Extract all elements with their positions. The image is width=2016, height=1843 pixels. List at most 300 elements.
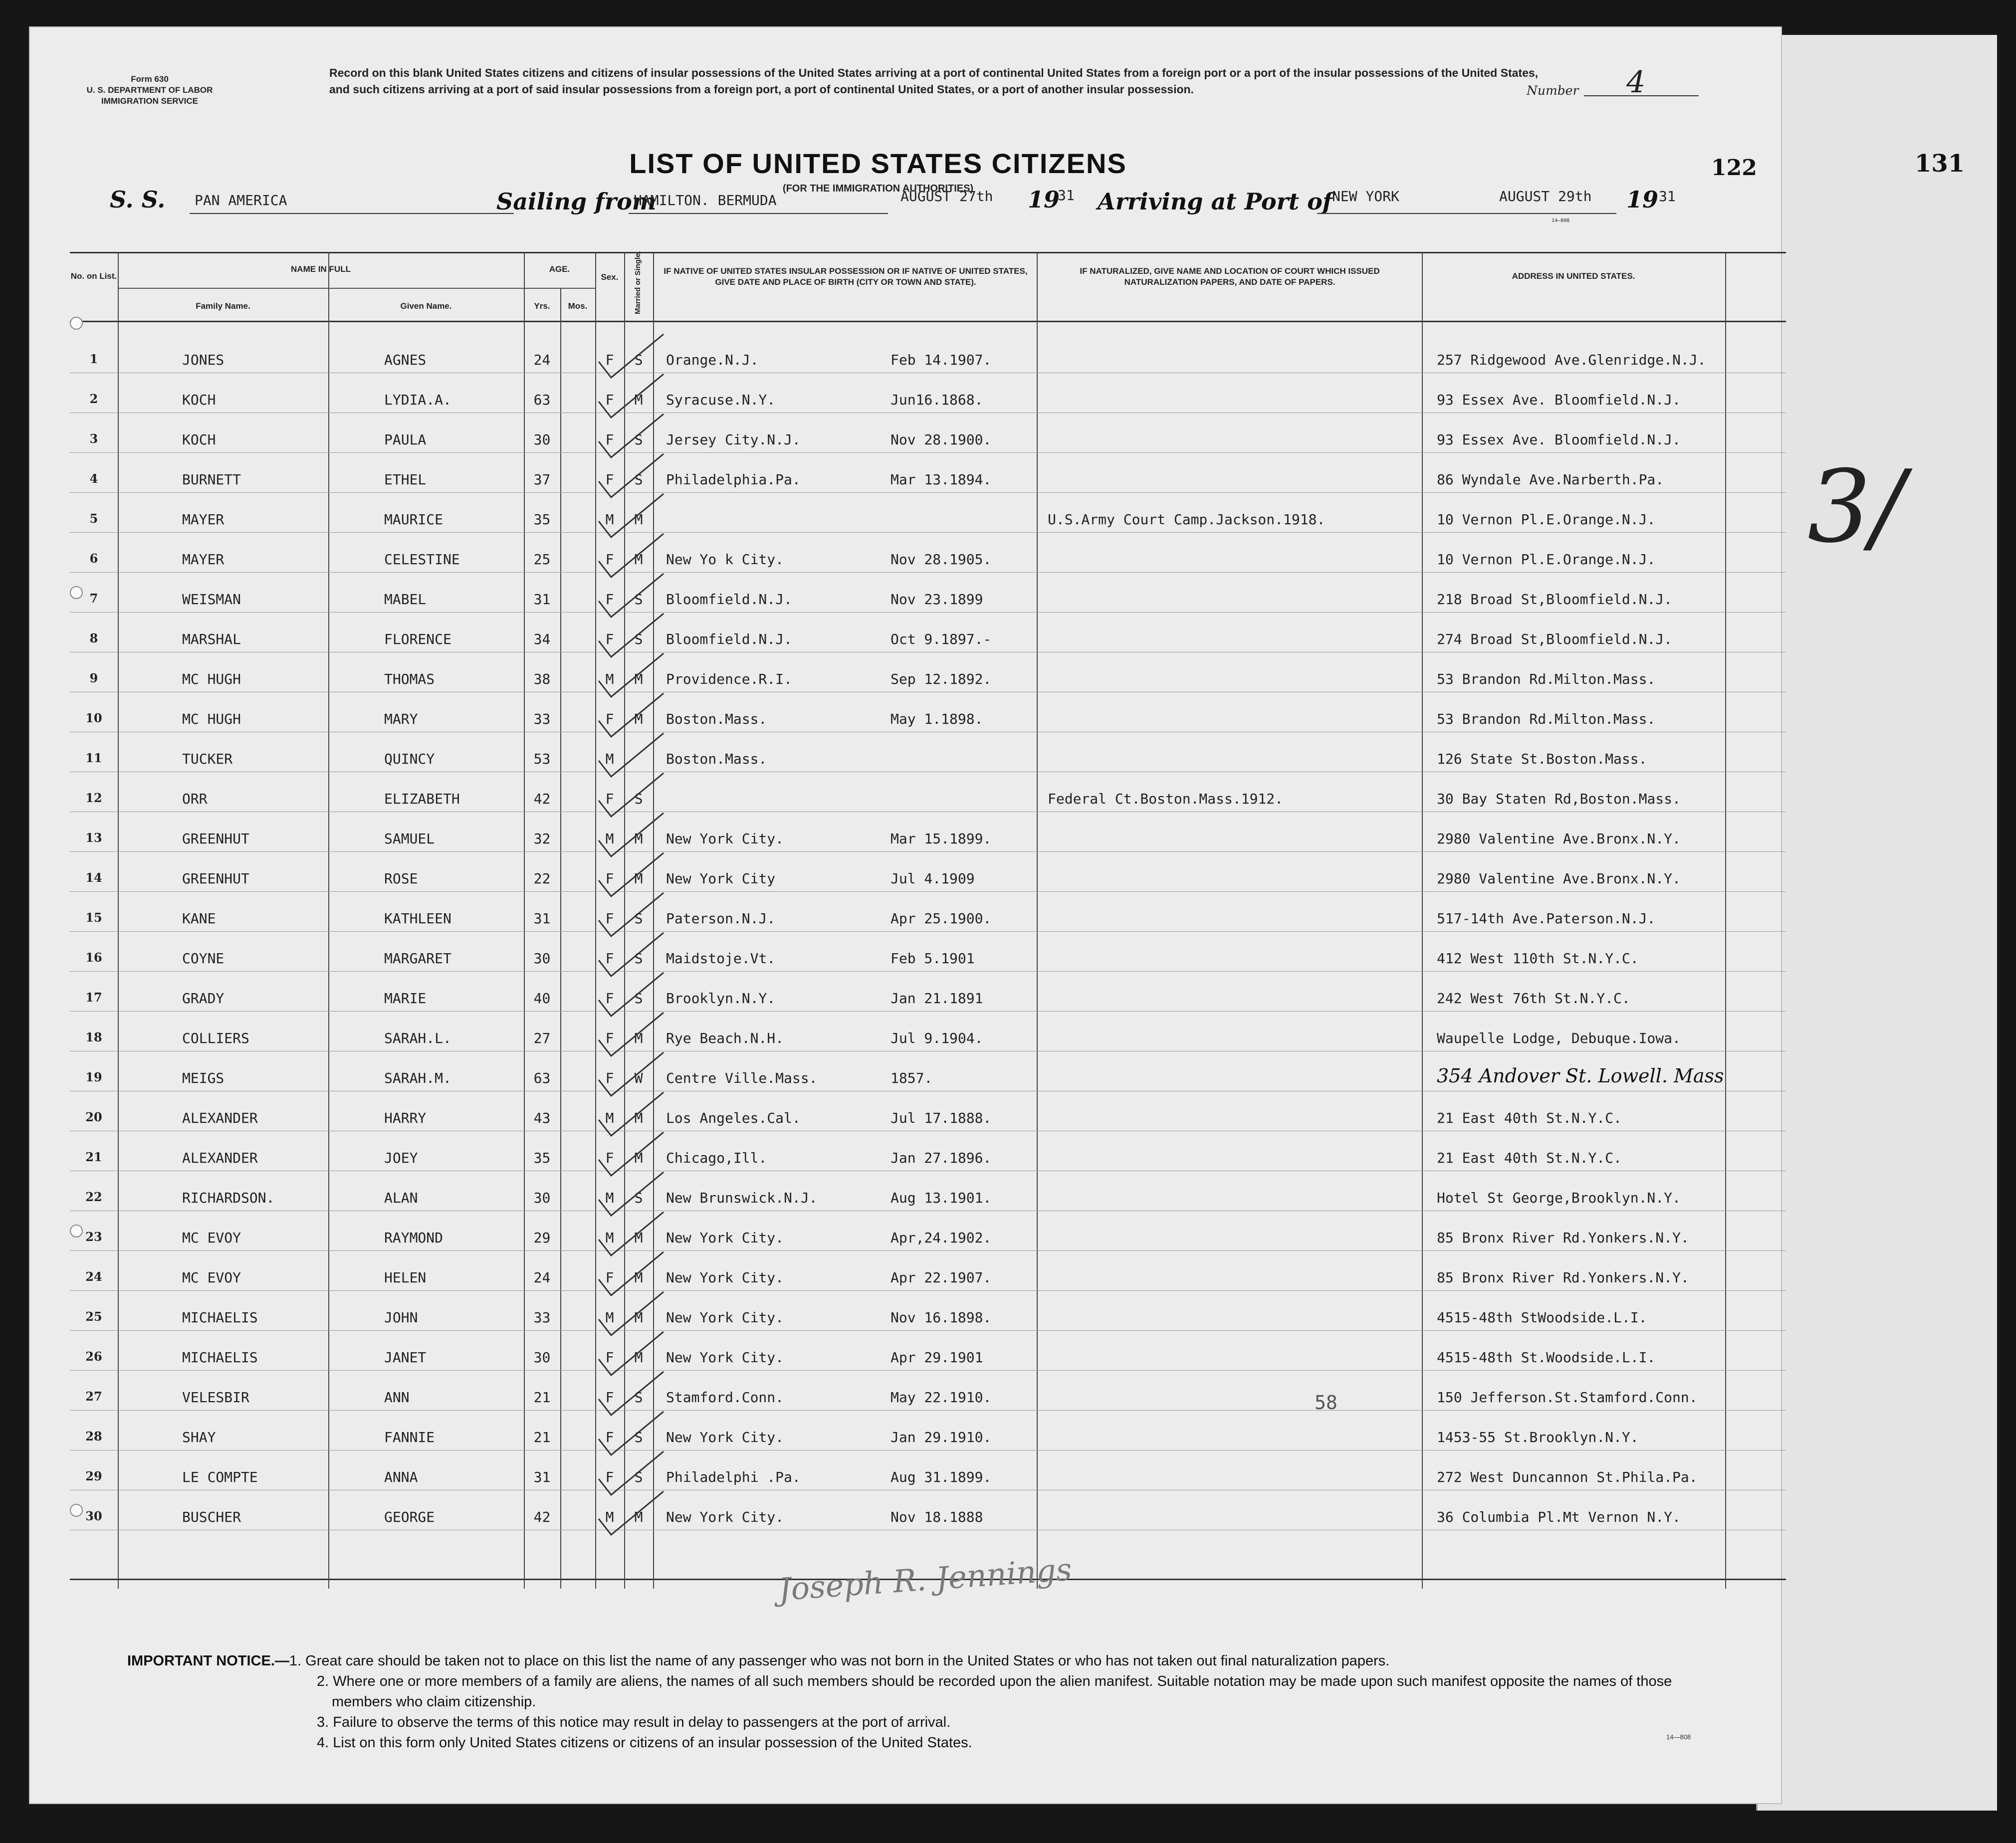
cell-sex: M	[605, 751, 614, 767]
cell-address: 272 West Duncannon St.Phila.Pa.	[1437, 1469, 1698, 1485]
row-rule	[70, 931, 1786, 932]
cell-address: 53 Brandon Rd.Milton.Mass.	[1437, 671, 1656, 687]
cell-naturalized: U.S.Army Court Camp.Jackson.1918.	[1048, 511, 1326, 528]
cell-no: 19	[85, 1070, 102, 1084]
header-months: Mos.	[568, 301, 588, 311]
cell-birthplace: Syracuse.N.Y.	[666, 392, 776, 408]
cell-birthdate: Apr,24.1902.	[891, 1229, 992, 1246]
cell-sex: M	[605, 1110, 614, 1126]
cell-no: 3	[89, 431, 98, 446]
cell-birthplace: Bloomfield.N.J.	[666, 631, 792, 647]
cell-status: S	[634, 1190, 643, 1206]
important-notice	[127, 1651, 1724, 1753]
cell-birthdate: Nov 18.1888	[891, 1509, 983, 1525]
ss-label: S. S.	[110, 186, 166, 213]
arrival-year: 31	[1659, 188, 1676, 205]
cell-no: 2	[89, 392, 98, 406]
cell-age: 42	[533, 1509, 551, 1525]
cell-age: 32	[533, 830, 551, 847]
cell-age: 37	[533, 471, 551, 488]
arrival-year-prefix: 19	[1626, 186, 1659, 213]
row-rule	[70, 851, 1786, 852]
cell-sex: M	[605, 1509, 614, 1525]
sailing-year: 31	[1058, 187, 1075, 204]
cell-age: 63	[533, 1070, 551, 1086]
arrival-port: NEW YORK	[1332, 188, 1399, 205]
cell-status: M	[634, 1229, 643, 1246]
header-bottom-rule	[70, 321, 1786, 322]
header-no: No. on List.	[70, 271, 117, 281]
cell-birthdate: Aug 31.1899.	[891, 1469, 992, 1485]
cell-birthdate: Jul 9.1904.	[891, 1030, 983, 1046]
cell-no: 6	[89, 551, 98, 566]
cell-family: MC HUGH	[182, 711, 241, 727]
cell-address: 93 Essex Ave. Bloomfield.N.J.	[1437, 431, 1681, 448]
cell-family: KOCH	[182, 431, 216, 448]
header-native-birth: IF NATIVE OF UNITED STATES INSULAR POSSESSION OR IF NATIVE OF UNITED STATES, GIVE DATE AND PLACE OF BIRTH (CITY OR TOWN AND STATE).	[664, 266, 1028, 287]
cell-birthplace: Rye Beach.N.H.	[666, 1030, 784, 1046]
row-rule	[70, 1011, 1786, 1012]
cell-sex: F	[605, 352, 614, 368]
cell-given: ETHEL	[384, 471, 427, 488]
cell-age: 21	[533, 1429, 551, 1445]
row-rule	[70, 412, 1786, 413]
cell-family: GREENHUT	[182, 830, 249, 847]
row-rule	[70, 891, 1786, 892]
header-name-in-full: NAME IN FULL	[291, 264, 351, 274]
sailing-underline	[629, 213, 888, 214]
cell-status: M	[634, 830, 643, 847]
page-subtitle: (FOR THE IMMIGRATION AUTHORITIES)	[782, 183, 974, 194]
notice-heading: IMPORTANT NOTICE.—	[127, 1653, 289, 1669]
cell-family: ORR	[182, 791, 208, 807]
cell-birthdate: Aug 13.1901.	[891, 1190, 992, 1206]
cell-sex: F	[605, 910, 614, 927]
cell-no: 5	[89, 511, 98, 526]
arriving-label: Arriving at Port of	[1098, 188, 1333, 215]
cell-age: 29	[533, 1229, 551, 1246]
cell-birthplace: New York City.	[666, 1229, 784, 1246]
cell-birthplace: New Brunswick.N.J.	[666, 1190, 818, 1206]
cell-sex: F	[605, 591, 614, 608]
arrival-date: AUGUST 29th	[1499, 188, 1592, 205]
cell-family: WEISMAN	[182, 591, 241, 608]
row-rule	[70, 452, 1786, 453]
cell-given: ALAN	[384, 1190, 418, 1206]
cell-age: 30	[533, 431, 551, 448]
manifest-sheet	[30, 27, 1781, 1803]
page-title: LIST OF UNITED STATES CITIZENS	[629, 148, 1127, 179]
cell-no: 21	[85, 1150, 102, 1164]
cell-age: 31	[533, 910, 551, 927]
cell-birthplace: New York City.	[666, 830, 784, 847]
cell-birthdate: Apr 25.1900.	[891, 910, 992, 927]
cell-no: 7	[89, 591, 98, 606]
printing-code: 14—808	[1552, 218, 1570, 223]
table-top-rule	[70, 252, 1786, 253]
cell-no: 11	[85, 751, 102, 765]
cell-given: JANET	[384, 1349, 427, 1366]
binder-hole	[70, 1504, 83, 1517]
cell-family: MAYER	[182, 551, 224, 568]
cell-given: MABEL	[384, 591, 427, 608]
cell-address: 126 State St.Boston.Mass.	[1437, 751, 1647, 767]
cell-no: 12	[85, 791, 102, 805]
cell-age: 33	[533, 1309, 551, 1326]
cell-address: 53 Brandon Rd.Milton.Mass.	[1437, 711, 1656, 727]
cell-family: MARSHAL	[182, 631, 241, 647]
form-number: Form 630	[131, 74, 169, 84]
cell-birthplace: Brooklyn.N.Y.	[666, 990, 776, 1007]
cell-age: 25	[533, 551, 551, 568]
cell-status: M	[634, 711, 643, 727]
cell-given: MAURICE	[384, 511, 444, 528]
cell-birthdate: Oct 9.1897.-	[891, 631, 992, 647]
cell-address: 30 Bay Staten Rd,Boston.Mass.	[1437, 791, 1681, 807]
cell-address: 354 Andover St. Lowell. Mass	[1437, 1065, 1724, 1087]
cell-status: S	[634, 431, 643, 448]
cell-status: M	[634, 1110, 643, 1126]
cell-birthplace: New York City.	[666, 1309, 784, 1326]
cell-sex: F	[605, 1429, 614, 1445]
cell-birthdate: Nov 28.1905.	[891, 551, 992, 568]
cell-status: W	[634, 1070, 643, 1086]
cell-birthdate: Jan 27.1896.	[891, 1150, 992, 1166]
cell-address: 10 Vernon Pl.E.Orange.N.J.	[1437, 551, 1656, 568]
row-rule	[70, 612, 1786, 613]
cell-birthdate: Nov 28.1900.	[891, 431, 992, 448]
cell-birthdate: Sep 12.1892.	[891, 671, 992, 687]
cell-family: COLLIERS	[182, 1030, 249, 1046]
notice-item: 1. Great care should be taken not to place on this list the name of any passenger who was not born in the United States or who has not taken out final naturalization papers.	[289, 1653, 1390, 1669]
cell-status: M	[634, 870, 643, 887]
cell-sex: F	[605, 1389, 614, 1406]
cell-age: 33	[533, 711, 551, 727]
passenger-table	[70, 252, 1786, 1589]
cell-given: ELIZABETH	[384, 791, 460, 807]
cell-status: M	[634, 511, 643, 528]
cell-age: 38	[533, 671, 551, 687]
cell-naturalized: Federal Ct.Boston.Mass.1912.	[1048, 791, 1284, 807]
row-rule	[70, 1370, 1786, 1371]
cell-address: 36 Columbia Pl.Mt Vernon N.Y.	[1437, 1509, 1681, 1525]
cell-family: MC HUGH	[182, 671, 241, 687]
cell-family: KANE	[182, 910, 216, 927]
cell-birthdate: Nov 23.1899	[891, 591, 983, 608]
cell-family: SHAY	[182, 1429, 216, 1445]
cell-given: AGNES	[384, 352, 427, 368]
cell-given: HELEN	[384, 1269, 427, 1286]
form-identifier	[70, 74, 229, 107]
cell-given: MARGARET	[384, 950, 451, 967]
cell-age: 35	[533, 1150, 551, 1166]
cell-age: 31	[533, 591, 551, 608]
cell-address: Hotel St George,Brooklyn.N.Y.	[1437, 1190, 1681, 1206]
cell-birthdate: Mar 13.1894.	[891, 471, 992, 488]
cell-age: 42	[533, 791, 551, 807]
binder-hole	[70, 1225, 83, 1237]
cell-birthdate: Jan 21.1891	[891, 990, 983, 1007]
cell-birthplace: New York City.	[666, 1509, 784, 1525]
cell-given: MARIE	[384, 990, 427, 1007]
sailing-from-value: HAMILTON. BERMUDA	[634, 192, 777, 208]
cell-no: 17	[85, 990, 102, 1005]
cell-birthplace: Boston.Mass.	[666, 711, 767, 727]
cell-address: 21 East 40th St.N.Y.C.	[1437, 1110, 1622, 1126]
cell-birthplace: New York City.	[666, 1429, 784, 1445]
cell-sex: F	[605, 1349, 614, 1366]
row-rule	[70, 1250, 1786, 1251]
cell-address: 218 Broad St,Bloomfield.N.J.	[1437, 591, 1673, 608]
ship-underline	[190, 213, 514, 214]
cell-age: 35	[533, 511, 551, 528]
cell-no: 10	[85, 711, 102, 725]
cell-status: S	[634, 352, 643, 368]
next-page-number: 131	[1915, 150, 1965, 178]
cell-birthplace: New York City.	[666, 1349, 784, 1366]
cell-birthplace: Chicago,Ill.	[666, 1150, 767, 1166]
cell-age: 34	[533, 631, 551, 647]
sailing-from-label: Sailing from	[496, 188, 657, 215]
cell-address: 85 Bronx River Rd.Yonkers.N.Y.	[1437, 1269, 1689, 1286]
row-rule	[70, 1290, 1786, 1291]
cell-birthplace: Paterson.N.J.	[666, 910, 776, 927]
cell-address: 150 Jefferson.St.Stamford.Conn.	[1437, 1389, 1698, 1406]
cell-status: S	[634, 910, 643, 927]
cell-birthdate: 1857.	[891, 1070, 933, 1086]
cell-given: MARY	[384, 711, 418, 727]
handwritten-scrawl-mark: 3/	[1807, 449, 1905, 565]
cell-address: 86 Wyndale Ave.Narberth.Pa.	[1437, 471, 1664, 488]
cell-family: LE COMPTE	[182, 1469, 258, 1485]
cell-address: 242 West 76th St.N.Y.C.	[1437, 990, 1630, 1007]
department-name: U. S. DEPARTMENT OF LABOR	[86, 85, 213, 95]
cell-family: MICHAELIS	[182, 1349, 258, 1366]
ship-name: PAN AMERICA	[195, 192, 287, 208]
cell-address: Waupelle Lodge, Debuque.Iowa.	[1437, 1030, 1681, 1046]
cell-given: FANNIE	[384, 1429, 435, 1445]
row-rule	[70, 572, 1786, 573]
cell-status: M	[634, 392, 643, 408]
cell-no: 15	[85, 910, 102, 925]
cell-no: 22	[85, 1190, 102, 1204]
cell-address: 2980 Valentine Ave.Bronx.N.Y.	[1437, 870, 1681, 887]
cell-sex: M	[605, 511, 614, 528]
cell-age: 53	[533, 751, 551, 767]
cell-no: 29	[85, 1469, 102, 1483]
inspector-signature: Joseph R. Jennings	[777, 1551, 1073, 1608]
header-family-name: Family Name.	[196, 301, 250, 311]
cell-birthplace: Orange.N.J.	[666, 352, 759, 368]
header-years: Yrs.	[534, 301, 550, 311]
stamp-number: 58	[1315, 1392, 1338, 1414]
cell-status: S	[634, 950, 643, 967]
cell-status: S	[634, 631, 643, 647]
cell-given: SARAH.M.	[384, 1070, 451, 1086]
footer-print-code: 14—808	[1666, 1733, 1691, 1741]
cell-address: 4515-48th St.Woodside.L.I.	[1437, 1349, 1656, 1366]
cell-status: M	[634, 1269, 643, 1286]
cell-no: 9	[89, 671, 98, 685]
cell-given: LYDIA.A.	[384, 392, 451, 408]
cell-birthdate: Jul 4.1909	[891, 870, 975, 887]
cell-given: QUINCY	[384, 751, 435, 767]
cell-birthdate: May 22.1910.	[891, 1389, 992, 1406]
cell-family: GREENHUT	[182, 870, 249, 887]
cell-given: KATHLEEN	[384, 910, 451, 927]
cell-status: M	[634, 1349, 643, 1366]
cell-sex: M	[605, 1309, 614, 1326]
cell-status: S	[634, 1429, 643, 1445]
cell-sex: F	[605, 711, 614, 727]
row-rule	[70, 1330, 1786, 1331]
cell-address: 4515-48th StWoodside.L.I.	[1437, 1309, 1647, 1326]
cell-sex: F	[605, 870, 614, 887]
cell-no: 1	[89, 352, 98, 366]
cell-birthplace: Philadelphia.Pa.	[666, 471, 801, 488]
cell-birthplace: Maidstoje.Vt.	[666, 950, 776, 967]
cell-no: 14	[85, 870, 102, 885]
header-naturalized: IF NATURALIZED, GIVE NAME AND LOCATION OF COURT WHICH ISSUED NATURALIZATION PAPERS, AND DATE OF PAPERS.	[1080, 266, 1380, 287]
cell-age: 24	[533, 352, 551, 368]
cell-address: 412 West 110th St.N.Y.C.	[1437, 950, 1639, 967]
cell-birthplace: New Yo k City.	[666, 551, 784, 568]
cell-sex: F	[605, 431, 614, 448]
cell-status: S	[634, 591, 643, 608]
cell-given: PAULA	[384, 431, 427, 448]
cell-birthdate: Feb 14.1907.	[891, 352, 992, 368]
cell-family: BUSCHER	[182, 1509, 241, 1525]
cell-no: 13	[85, 830, 102, 845]
cell-sex: F	[605, 1269, 614, 1286]
cell-status: M	[634, 1030, 643, 1046]
cell-status: M	[634, 1309, 643, 1326]
cell-family: GRADY	[182, 990, 224, 1007]
cell-birthdate: May 1.1898.	[891, 711, 983, 727]
cell-birthplace: Los Angeles.Cal.	[666, 1110, 801, 1126]
cell-age: 24	[533, 1269, 551, 1286]
cell-family: TUCKER	[182, 751, 233, 767]
col-divider	[560, 288, 561, 1589]
cell-birthplace: New York City.	[666, 1269, 784, 1286]
cell-birthdate: Apr 22.1907.	[891, 1269, 992, 1286]
cell-family: KOCH	[182, 392, 216, 408]
binder-hole	[70, 586, 83, 599]
cell-birthdate: Jan 29.1910.	[891, 1429, 992, 1445]
cell-birthplace: Centre Ville.Mass.	[666, 1070, 818, 1086]
cell-status: M	[634, 1150, 643, 1166]
cell-family: MAYER	[182, 511, 224, 528]
cell-age: 63	[533, 392, 551, 408]
cell-sex: F	[605, 791, 614, 807]
cell-family: BURNETT	[182, 471, 241, 488]
notice-item: 3. Failure to observe the terms of this notice may result in delay to passengers at the port of arrival.	[317, 1714, 951, 1730]
cell-birthplace: New York City	[666, 870, 776, 887]
cell-family: RICHARDSON.	[182, 1190, 275, 1206]
cell-address: 257 Ridgewood Ave.Glenridge.N.J.	[1437, 352, 1706, 368]
cell-no: 23	[85, 1229, 102, 1244]
cell-birthplace: Jersey City.N.J.	[666, 431, 801, 448]
cell-sex: F	[605, 1070, 614, 1086]
cell-birthdate: Apr 29.1901	[891, 1349, 983, 1366]
cell-family: MC EVOY	[182, 1269, 241, 1286]
cell-given: ANN	[384, 1389, 410, 1406]
cell-address: 2980 Valentine Ave.Bronx.N.Y.	[1437, 830, 1681, 847]
cell-family: ALEXANDER	[182, 1110, 258, 1126]
cell-address: 93 Essex Ave. Bloomfield.N.J.	[1437, 392, 1681, 408]
cell-sex: M	[605, 1190, 614, 1206]
page-number: 122	[1711, 155, 1757, 181]
cell-address: 10 Vernon Pl.E.Orange.N.J.	[1437, 511, 1656, 528]
cell-address: 1453-55 St.Brooklyn.N.Y.	[1437, 1429, 1639, 1445]
cell-sex: F	[605, 1469, 614, 1485]
cell-no: 28	[85, 1429, 102, 1443]
cell-family: JONES	[182, 352, 224, 368]
number-value: 4	[1626, 65, 1646, 100]
row-rule	[70, 971, 1786, 972]
cell-sex: F	[605, 392, 614, 408]
cell-status: S	[634, 1469, 643, 1485]
cell-age: 43	[533, 1110, 551, 1126]
cell-no: 26	[85, 1349, 102, 1364]
cell-given: RAYMOND	[384, 1229, 444, 1246]
cell-status: S	[634, 1389, 643, 1406]
row-rule	[70, 492, 1786, 493]
header-sex: Sex.	[601, 272, 619, 282]
cell-no: 8	[89, 631, 98, 645]
header-given-name: Given Name.	[400, 301, 452, 311]
cell-given: ROSE	[384, 870, 418, 887]
cell-given: ANNA	[384, 1469, 418, 1485]
cell-given: FLORENCE	[384, 631, 451, 647]
cell-family: VELESBIR	[182, 1389, 249, 1406]
cell-birthplace: Stamford.Conn.	[666, 1389, 784, 1406]
cell-birthplace: Boston.Mass.	[666, 751, 767, 767]
cell-birthdate: Nov 16.1898.	[891, 1309, 992, 1326]
cell-given: SARAH.L.	[384, 1030, 451, 1046]
cell-no: 20	[85, 1110, 102, 1124]
sailing-date: AUGUST 27th	[900, 188, 993, 205]
cell-family: MICHAELIS	[182, 1309, 258, 1326]
cell-given: HARRY	[384, 1110, 427, 1126]
cell-sex: M	[605, 671, 614, 687]
notice-item: 4. List on this form only United States citizens or citizens of an insular possession of the United States.	[317, 1735, 972, 1751]
notice-item: 2. Where one or more members of a family are aliens, the names of all such members should be recorded upon the alien manifest. Suitable notation may be made upon such manifest opposite the names of those members who claim citizenship.	[317, 1673, 1672, 1710]
cell-family: MEIGS	[182, 1070, 224, 1086]
cell-sex: F	[605, 631, 614, 647]
sailing-year-prefix: 19	[1028, 186, 1060, 213]
cell-sex: F	[605, 990, 614, 1007]
cell-family: ALEXANDER	[182, 1150, 258, 1166]
cell-age: 40	[533, 990, 551, 1007]
cell-birthplace: Bloomfield.N.J.	[666, 591, 792, 608]
cell-age: 30	[533, 1190, 551, 1206]
service-name: IMMIGRATION SERVICE	[101, 96, 198, 106]
number-label: Number	[1527, 83, 1579, 98]
cell-address: 85 Bronx River Rd.Yonkers.N.Y.	[1437, 1229, 1689, 1246]
cell-age: 30	[533, 1349, 551, 1366]
header-married-single: Married or Single.	[634, 251, 642, 314]
cell-address: 274 Broad St,Bloomfield.N.J.	[1437, 631, 1673, 647]
cell-address: 517-14th Ave.Paterson.N.J.	[1437, 910, 1656, 927]
cell-birthdate: Jul 17.1888.	[891, 1110, 992, 1126]
cell-sex: M	[605, 830, 614, 847]
cell-status: S	[634, 791, 643, 807]
cell-status: M	[634, 551, 643, 568]
cell-age: 27	[533, 1030, 551, 1046]
cell-given: SAMUEL	[384, 830, 435, 847]
cell-age: 30	[533, 950, 551, 967]
